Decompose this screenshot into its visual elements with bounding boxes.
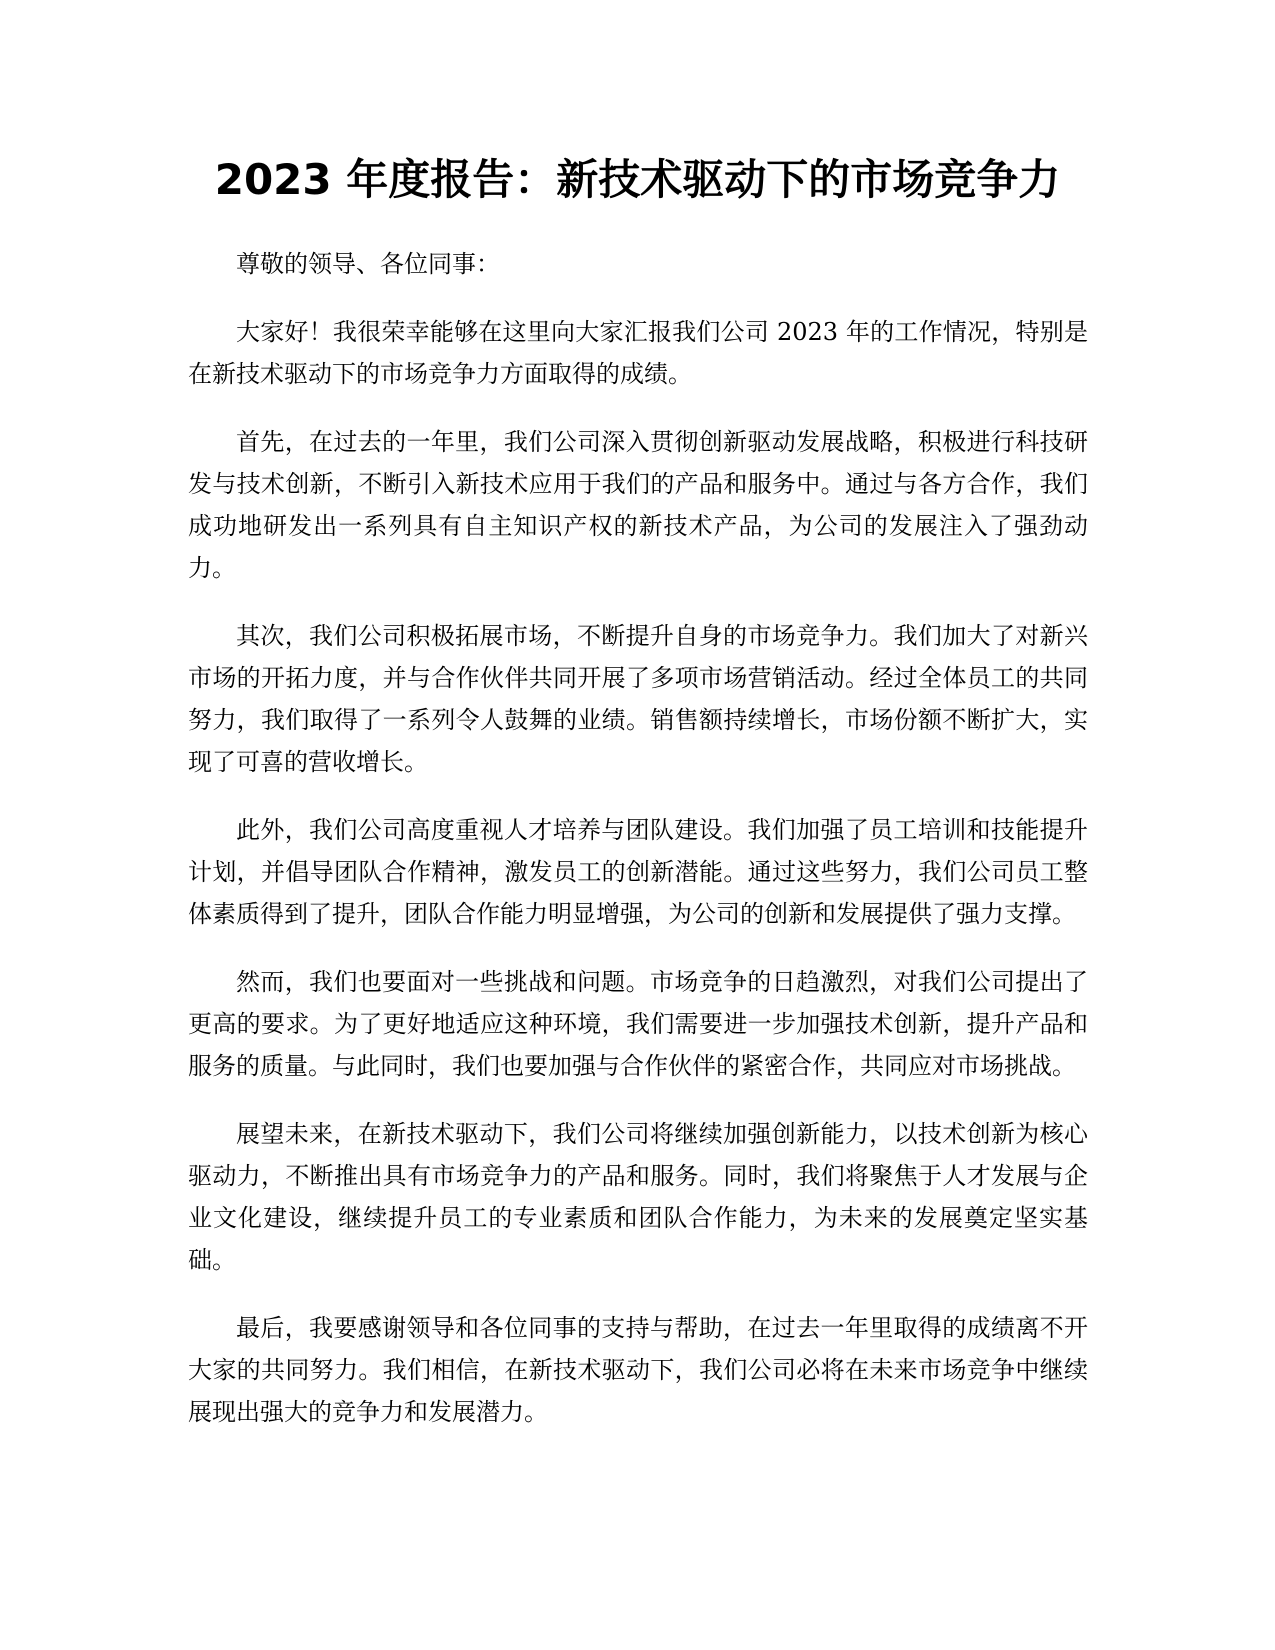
document-body [188, 243, 1088, 1459]
document-title: 2023 年度报告：新技术驱动下的市场竞争力 [214, 155, 1061, 204]
greeting-paragraph: 大家好！我很荣幸能够在这里向大家汇报我们公司 2023 年的工作情况，特别是在新技术驱动下的市场竞争力方面取得的成绩。 [188, 318, 1088, 388]
challenges-paragraph: 然而，我们也要面对一些挑战和问题。市场竞争的日趋激烈，对我们公司提出了更高的要求。为了更好地适应这种环境，我们需要进一步加强技术创新，提升产品和服务的质量。与此同时，我们也要加强与合作伙伴的紧密合作，共同应对市场挑战。 [188, 968, 1088, 1080]
talent-paragraph: 此外，我们公司高度重视人才培养与团队建设。我们加强了员工培训和技能提升计划，并倡导团队合作精神，激发员工的创新潜能。通过这些努力，我们公司员工整体素质得到了提升，团队合作能力明显增强，为公司的创新和发展提供了强力支撑。 [188, 816, 1088, 928]
closing-paragraph: 最后，我要感谢领导和各位同事的支持与帮助，在过去一年里取得的成绩离不开大家的共同努力。我们相信，在新技术驱动下，我们公司必将在未来市场竞争中继续展现出强大的竞争力和发展潜力。 [188, 1314, 1088, 1426]
innovation-paragraph: 首先，在过去的一年里，我们公司深入贯彻创新驱动发展战略，积极进行科技研发与技术创新，不断引入新技术应用于我们的产品和服务中。通过与各方合作，我们成功地研发出一系列具有自主知识产权的新技术产品，为公司的发展注入了强劲动力。 [188, 428, 1088, 582]
outlook-paragraph: 展望未来，在新技术驱动下，我们公司将继续加强创新能力，以技术创新为核心驱动力，不断推出具有市场竞争力的产品和服务。同时，我们将聚焦于人才发展与企业文化建设，继续提升员工的专业素质和团队合作能力，为未来的发展奠定坚实基础。 [188, 1120, 1088, 1274]
salutation-paragraph: 尊敬的领导、各位同事： [236, 250, 500, 278]
market-paragraph: 其次，我们公司积极拓展市场，不断提升自身的市场竞争力。我们加大了对新兴市场的开拓力度，并与合作伙伴共同开展了多项市场营销活动。经过全体员工的共同努力，我们取得了一系列令人鼓舞的业绩。销售额持续增长，市场份额不断扩大，实现了可喜的营收增长。 [188, 622, 1088, 776]
